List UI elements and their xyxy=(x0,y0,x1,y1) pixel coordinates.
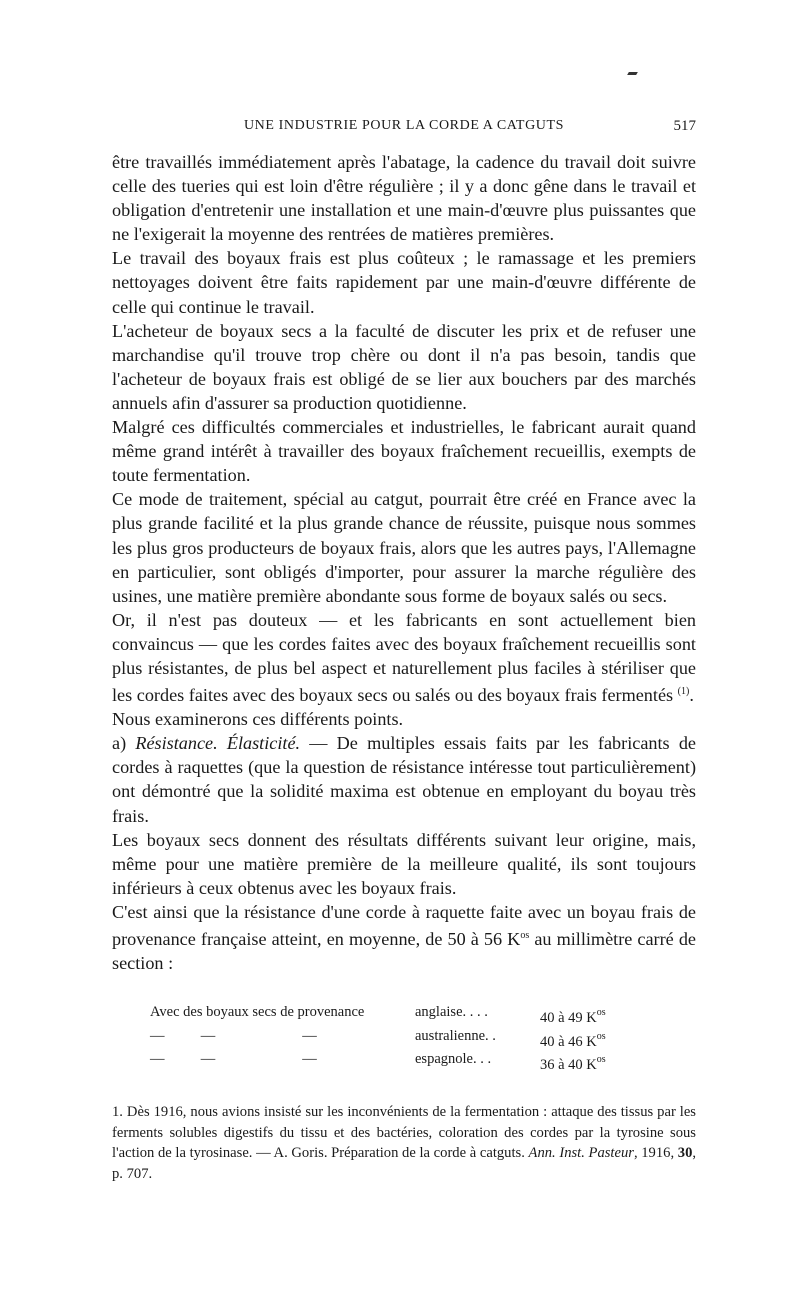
footnote-text-b: , 1916, xyxy=(633,1145,678,1161)
table-value-text: 36 à 40 K xyxy=(540,1057,597,1073)
paragraph-4: Malgré ces difficultés commerciales et industrielles, le fabricant aurait quand même grand intérêt à travailler des boyaux fraîchement recueillis, exempts de toute fermentation. xyxy=(112,417,696,486)
paragraph-10-text: C'est ainsi que la résistance d'une corde à raquette faite avec un boyau frais de provenance française atteint, en moyenne, de 50 à 56 K xyxy=(112,901,696,949)
table-cell-origin: australienne. . xyxy=(415,1027,496,1044)
paragraph-8-prefix: a) xyxy=(112,733,136,754)
paragraph-1: être travaillés immédiatement après l'abatage, la cadence du travail doit suivre celle des tueries qui est loin d'être régulière ; il y a donc gêne dans le travail et obligation d'entretenir une installation et une main-d'œuvre plus puissantes que ne l'exigerait la moyenne des rentrées de matières premières. xyxy=(112,152,696,245)
paragraph-10 xyxy=(112,900,696,975)
table-cell-origin: anglaise. . . . xyxy=(415,1004,488,1020)
section-heading-italic: Résistance. Élasticité. xyxy=(135,733,301,754)
footnote-number: 1. xyxy=(112,1104,123,1120)
table-cell-source: — — — xyxy=(150,1051,317,1067)
table-cell-source: — — — xyxy=(150,1027,317,1044)
footnote-text-c: , p. 707. xyxy=(112,1145,697,1182)
paragraph-6 xyxy=(112,608,696,707)
paragraph-7: Nous examinerons ces différents points. xyxy=(112,709,404,730)
resistance-table xyxy=(150,1001,630,1072)
paragraph-2: Le travail des boyaux frais est plus coûteux ; le ramassage et les premiers nettoyages doivent être faits rapidement par une main-d'œuvre différente de celle qui continue le travail. xyxy=(112,248,696,317)
paragraph-9: Les boyaux secs donnent des résultats différents suivant leur origine, mais, même pour une matière première de la meilleure qualité, ils sont toujours inférieurs à ceux obtenus avec les boyaux frais. xyxy=(112,829,696,898)
table-value-unit: os xyxy=(596,1007,606,1018)
footnote xyxy=(112,1102,696,1184)
table-row xyxy=(150,1048,630,1072)
table-value-unit: os xyxy=(596,1054,606,1065)
table-cell-origin: espagnole. . . xyxy=(415,1051,492,1067)
table-value-text: 40 à 49 K xyxy=(540,1010,597,1026)
body-text xyxy=(112,150,696,975)
footnote-journal: Ann. Inst. Pasteur xyxy=(528,1145,634,1161)
running-header xyxy=(112,118,696,140)
paragraph-8 xyxy=(112,731,696,827)
table-row xyxy=(150,1025,630,1049)
table-cell-source: Avec des boyaux secs de provenance xyxy=(150,1004,365,1020)
footnote-ref[interactable]: (1) xyxy=(677,686,690,698)
footnote-text-a: Dès 1916, nous avions insisté sur les inconvénients de la fermentation : attaque des tissus par les ferments solubles digestifs du tissu et des bactéries, coloration des cordes par la tyrosine sous l'action de la tyrosinase. — A. Goris. Préparation de la corde à catguts. xyxy=(112,1104,696,1161)
stray-mark xyxy=(627,72,638,75)
paragraph-10-end: au millimètre carré de section : xyxy=(112,929,696,974)
unit-superscript: os xyxy=(520,930,530,941)
table-row xyxy=(150,1001,630,1025)
table-cell-value xyxy=(540,1048,606,1078)
paragraph-5: Ce mode de traitement, spécial au catgut, pourrait être créé en France avec la plus grande facilité et la plus grande chance de réussite, puisque nous sommes les plus gros producteurs de boyaux frais, alors que les autres pays, l'Allemagne en particulier, sont obligés d'importer, pour assurer la marche régulière des usines, une matière première abondante sous forme de boyaux salés ou secs. xyxy=(112,489,696,606)
paragraph-6-end: . xyxy=(689,685,694,706)
running-title: UNE INDUSTRIE POUR LA CORDE A CATGUTS xyxy=(243,118,565,133)
footnote-1 xyxy=(112,1102,696,1184)
table-value-text: 40 à 46 K xyxy=(540,1033,597,1050)
paragraph-6-text: Or, il n'est pas douteux — et les fabricants en sont actuellement bien convaincus — que les cordes faites avec des boyaux fraîchement recueillis sont plus résistantes, de plus bel aspect et naturellement plus faciles à stériliser que les cordes faites avec des boyaux secs ou salés ou des boyaux frais fermentés xyxy=(112,609,696,706)
table-value-unit: os xyxy=(596,1030,606,1042)
paragraph-8-rest: — De multiples essais faits par les fabricants de cordes à raquettes (que la question de résistance intéresse tout particulièrement) ont démontré que la solidité maxima est obtenue en employant du boyau très frais. xyxy=(112,733,696,826)
footnote-volume: 30 xyxy=(677,1145,693,1161)
page-number: 517 xyxy=(673,118,696,134)
paragraph-3: L'acheteur de boyaux secs a la faculté de discuter les prix et de refuser une marchandise qu'il trouve trop chère ou dont il n'a pas besoin, tandis que l'acheteur de boyaux frais est obligé de se lier aux bouchers par des marchés annuels afin d'assurer sa production quotidienne. xyxy=(112,320,696,413)
